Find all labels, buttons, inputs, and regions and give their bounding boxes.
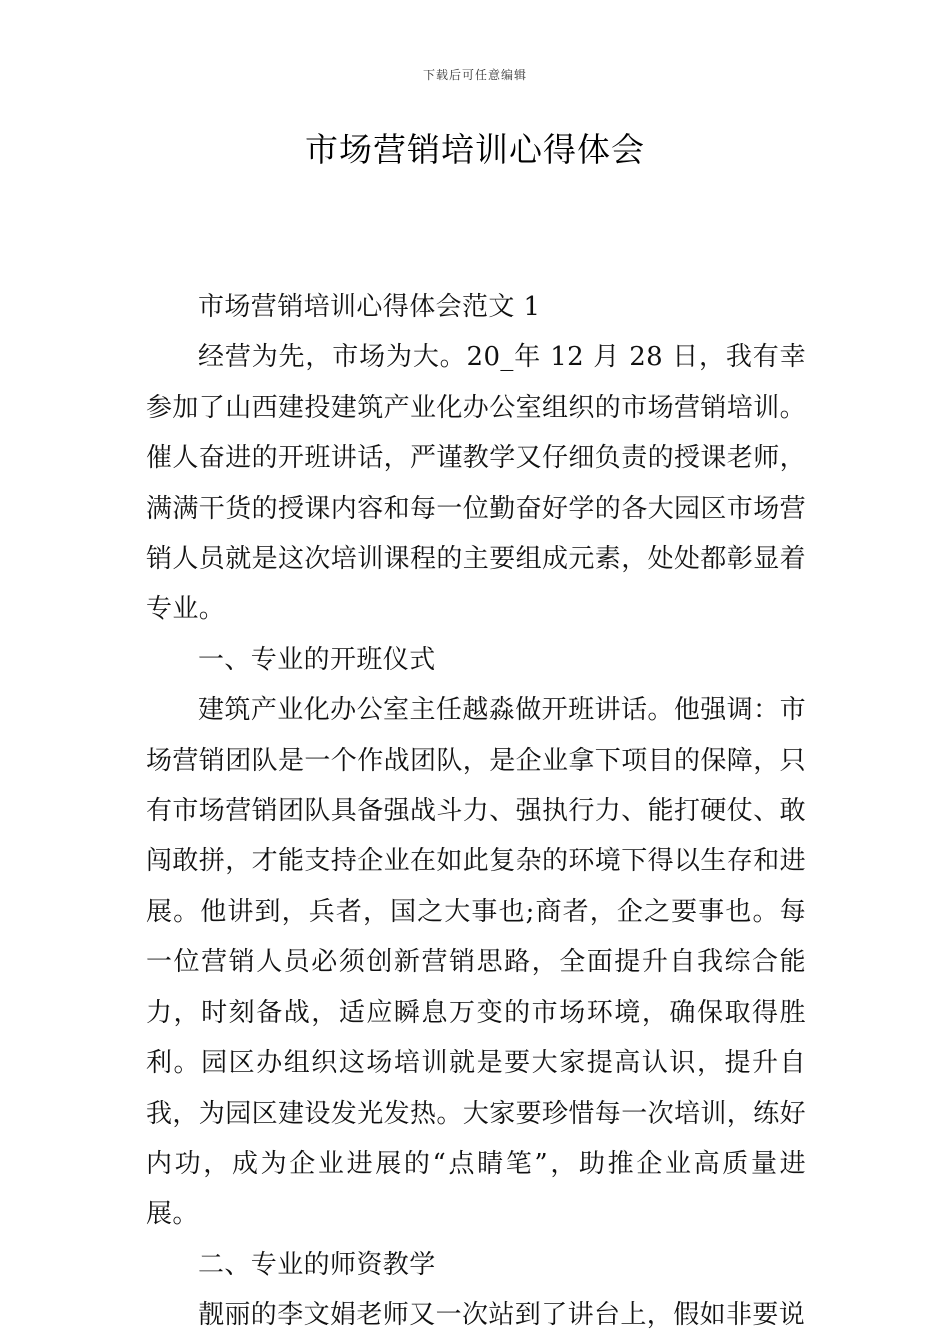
body-paragraph-intro: 经营为先，市场为大。20_年 12 月 28 日，我有幸参加了山西建投建筑产业化办公室组织的市场营销培训。催人奋进的开班讲话，严谨教学又仔细负责的授课老师，满满干货的授课内容和每一位勤奋好学的各大园区市场营销人员就是这次培训课程的主要组成元素，处处都彰显着专业。 [146, 342, 807, 625]
document-body [146, 282, 806, 1341]
section-heading-2: 二、专业的师资教学 [198, 1249, 436, 1280]
section-subtitle: 市场营销培训心得体会范文 1 [198, 292, 541, 322]
body-paragraph-teacher: 靓丽的李文娟老师又一次站到了讲台上，假如非要说 [198, 1300, 806, 1331]
body-paragraph-opening: 建筑产业化办公室主任越淼做开班讲话。他强调：市场营销团队是一个作战团队，是企业拿下项目的保障，只有市场营销团队具备强战斗力、强执行力、能打硬仗、敢闯敢拼，才能支持企业在如此复杂的环境下得以生存和进展。他讲到，兵者，国之大事也;商者，企之要事也。每一位营销人员必须创新营销思路，全面提升自我综合能力，时刻备战，适应瞬息万变的市场环境，确保取得胜利。园区办组织这场培训就是要大家提高认识，提升自我，为园区建设发光发热。大家要珍惜每一次培训，练好内功，成为企业进展的“点睛笔”，助推企业高质量进展。 [146, 695, 807, 1230]
section-heading-1: 一、专业的开班仪式 [198, 644, 436, 675]
document-title: 市场营销培训心得体会 [305, 130, 645, 169]
page-header-note: 下载后可任意编辑 [422, 68, 527, 82]
